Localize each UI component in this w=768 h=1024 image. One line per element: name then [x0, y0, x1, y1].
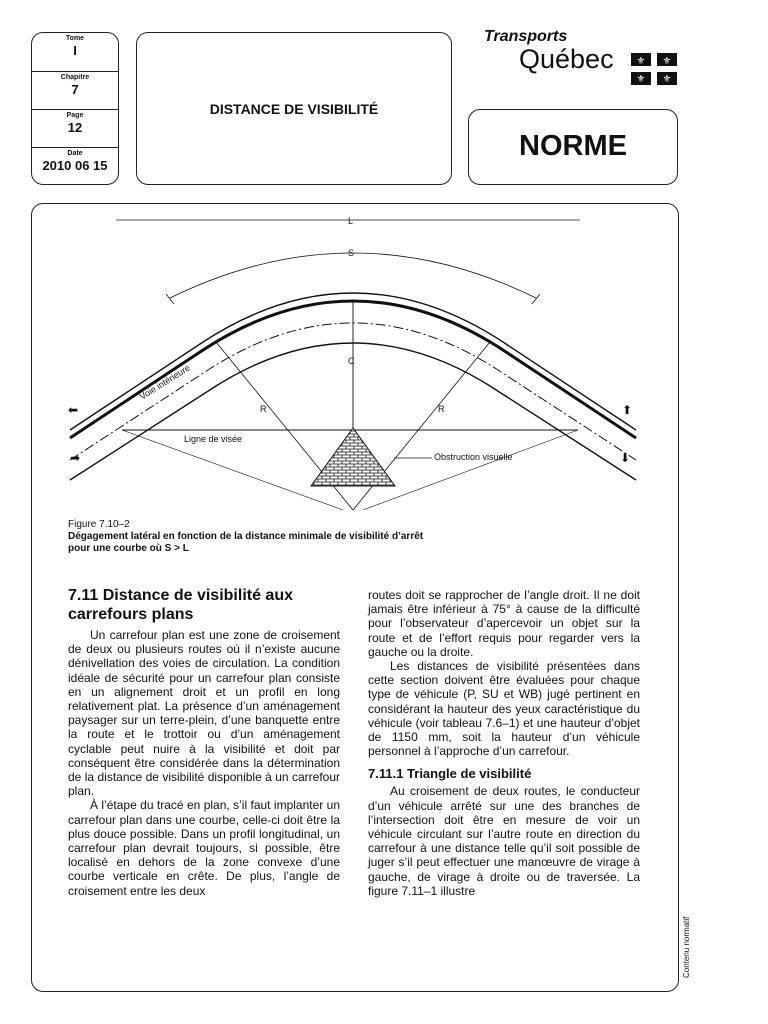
paragraph-4: Les distances de visibilité présentées dans cette section doivent être évaluées pour chaque type de véhicule (P, SU et WB) jugé pertinent en considérant la hauteur des yeux caractéristique du véhicule (voir tableau 7.6–1) et une hauteur d’objet de 1150 mm, soit la hauteur d’un véhicule personnel à l’approche d’un carrefour. — [368, 659, 640, 759]
title-box — [136, 32, 452, 185]
document-metadata-box — [31, 32, 119, 185]
page-label: Page — [66, 112, 84, 119]
svg-text:⚜: ⚜ — [662, 74, 672, 85]
norme-label: NORME — [519, 130, 627, 162]
section-heading: 7.11 Distance de visibilité aux carrefours plans — [68, 587, 293, 623]
label-r-left: R — [260, 404, 267, 414]
arrow-down-icon: ⬇ — [620, 451, 631, 465]
contenu-normatif-label: Contenu normatif — [682, 916, 691, 978]
figure-number: Figure 7.10–2 — [68, 519, 130, 530]
visual-obstruction-icon — [311, 428, 395, 486]
paragraph-2: À l’étape du tracé en plan, s’il faut implanter un carrefour plan dans une courbe, celle-ci doit être la plus douce possible. Dans un profil longitudinal, un carrefour plan devrait toujours, si possible, être localisé en dehors de la zone convexe d’une courbe verticale en crête. De plus, l’angle de croisement entre les deux — [68, 798, 340, 898]
tome-label: Tome — [65, 35, 85, 42]
paragraph-5: Au croisement de deux routes, le conducteur d’un véhicule arrêté sur une des branches de l’intersection doit être en mesure de voir un véhicule circulant sur l’autre route en direction du carrefour à une distance telle qu’il soit possible de juger s’il peut effectuer une manœuvre de virage à gauche, de virage à droite ou de traversée. La figure 7.11–1 illustre — [368, 784, 640, 898]
page-title: DISTANCE DE VISIBILITÉ — [209, 101, 379, 117]
chapitre-cell — [32, 71, 118, 109]
transports-quebec-logo — [470, 28, 680, 85]
sight-distance-diagram — [40, 212, 648, 512]
caption-line-2: pour une courbe où S > L — [68, 543, 189, 554]
dimension-s-arc — [170, 253, 536, 298]
date-label: Date — [67, 150, 83, 157]
arrow-right-icon: ➡ — [70, 451, 81, 465]
label-obstruction: Obstruction visuelle — [434, 452, 513, 462]
left-column — [68, 586, 340, 898]
chapitre-label: Chapitre — [60, 74, 90, 81]
label-l: L — [348, 216, 354, 226]
logo-bottom-text: Québec — [519, 44, 614, 74]
svg-text:⚜: ⚜ — [636, 74, 646, 85]
figure-caption — [68, 531, 538, 555]
tome-value: I — [73, 43, 77, 58]
date-cell — [32, 147, 118, 185]
paragraph-1: Un carrefour plan est une zone de croisement de deux ou plusieurs routes où il n’existe aucune dénivellation des voies de circulation. La condition idéale de sécurité pour un carrefour plan consiste en un alignement droit et un profil en long relativement plat. La présence d’un aménagement paysager sur un terre-plein, d’une banquette entre la route et le trottoir ou d’un aménagement cyclable peut nuire à la visibilité et doit par conséquent être considérée dans la détermination de la distance de visibilité disponible à un carrefour plan. — [68, 628, 340, 799]
chapitre-value: 7 — [71, 82, 79, 97]
tome-cell — [32, 33, 118, 71]
subsection-heading: 7.11.1 Triangle de visibilité — [368, 766, 532, 782]
date-value: 2010 06 15 — [42, 158, 108, 173]
norme-box — [468, 109, 678, 185]
page-cell — [32, 109, 118, 147]
label-voie-interieure: Voie intérieure — [137, 362, 192, 402]
page-value: 12 — [67, 120, 83, 135]
svg-text:⚜: ⚜ — [636, 56, 646, 67]
logo-top-text: Transports — [484, 28, 568, 45]
label-ligne-de-visee: Ligne de visée — [184, 434, 243, 444]
arrow-up-icon: ⬆ — [622, 403, 633, 417]
caption-line-1: Dégagement latéral en fonction de la distance minimale de visibilité d’arrêt — [68, 531, 424, 542]
label-r-right: R — [438, 404, 445, 414]
arrow-left-icon: ⬅ — [68, 403, 79, 417]
svg-text:⚜: ⚜ — [662, 56, 672, 67]
paragraph-3: routes doit se rapprocher de l’angle droit. Il ne doit jamais être inférieur à 75° à cause de la difficulté pour l’observateur d’apercevoir un objet sur la route et de l’effort requis pour regarder vers la gauche ou la droite. — [368, 588, 640, 659]
right-column — [368, 588, 640, 898]
label-s: S — [348, 248, 355, 258]
quebec-flag-icon — [631, 53, 677, 85]
label-c: C — [348, 356, 355, 366]
